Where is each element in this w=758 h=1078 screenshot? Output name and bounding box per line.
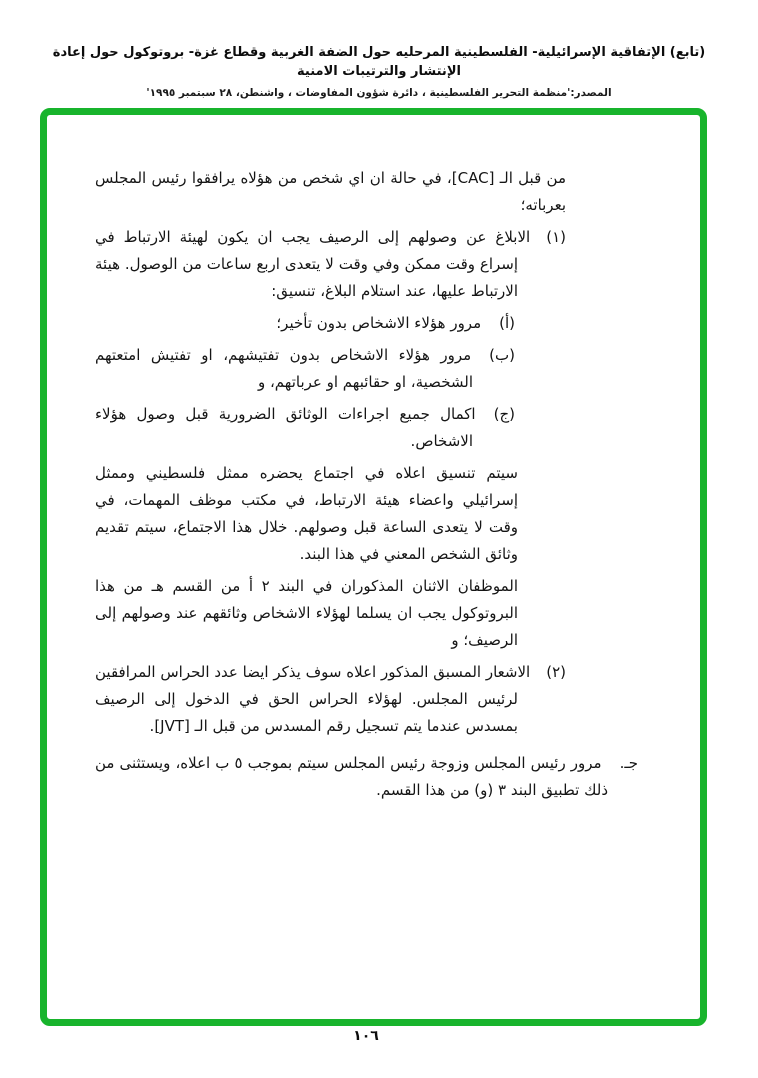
list-item-marker: جـ. bbox=[619, 754, 638, 772]
sub-item-b bbox=[95, 342, 638, 396]
list-item-jeem bbox=[95, 750, 638, 804]
body-text-column bbox=[95, 165, 638, 809]
sub-item-j bbox=[95, 401, 638, 455]
page-header bbox=[28, 44, 730, 99]
paragraph-coordination bbox=[95, 460, 638, 568]
paragraph-officials bbox=[95, 573, 638, 654]
sub-item-marker: (ج) bbox=[493, 405, 515, 423]
sub-item-a bbox=[95, 310, 638, 337]
list-item-2 bbox=[95, 659, 638, 740]
green-border-frame bbox=[40, 108, 707, 1026]
document-source-line: المصدر:'منظمة التحرير الفلسطينية ، دائرة شؤون المفاوضات ، واشنطن، ٢٨ سبتمبر ١٩٩٥' bbox=[146, 86, 612, 99]
paragraph-continuation bbox=[95, 165, 638, 219]
document-title: (تابع) الإتفاقية الإسرائيلية- الفلسطينية المرحليه حول الضفة الغربية وقطاع غزة- بروتوكول حول إعادة الإنتشار والترتيبات الامنية bbox=[52, 45, 706, 79]
sub-item-text: مرور هؤلاء الاشخاص بدون تفتيشهم، او تفتيش امتعتهم الشخصية، او حقائبهم او عرباتهم، و bbox=[95, 346, 473, 391]
list-item-marker: (١) bbox=[546, 228, 566, 246]
page-number: ١٠٦ bbox=[353, 1028, 379, 1044]
list-item-text: مرور رئيس المجلس وزوجة رئيس المجلس سيتم بموجب ٥ ب اعلاه، ويستثنى من ذلك تطبيق البند ٣ (و) من هذا القسم. bbox=[95, 754, 608, 799]
paragraph-text: الموظفان الاثنان المذكوران في البند ٢ أ من القسم هـ من هذا البروتوكول يجب ان يسلما لهؤلاء الاشخاص وثائقهم عند وصولهم إلى الرصيف؛ و bbox=[95, 577, 518, 649]
sub-item-marker: (ب) bbox=[489, 346, 515, 364]
sub-item-marker: (أ) bbox=[499, 314, 515, 332]
list-item-text: الابلاغ عن وصولهم إلى الرصيف يجب ان يكون لهيئة الارتباط في إسراع وقت ممكن وفي وقت لا يتعدى اربع ساعات من الوصول. هيئة الارتباط عليها، عند استلام البلاغ، تنسيق: bbox=[95, 228, 531, 300]
sub-item-text: مرور هؤلاء الاشخاص بدون تأخير؛ bbox=[276, 314, 482, 332]
sub-item-text: اكمال جميع اجراءات الوثائق الضرورية قبل وصول هؤلاء الاشخاص. bbox=[95, 405, 476, 450]
paragraph-text: سيتم تنسيق اعلاه في اجتماع يحضره ممثل فلسطيني وممثل إسرائيلي واعضاء هيئة الارتباط، في مكتب موظف المهمات، في وقت لا يتعدى الساعة قبل وصولهم. خلال هذا الاجتماع، سيتم تقديم وثائق الشخص المعني في هذا البند. bbox=[95, 464, 518, 563]
list-item-marker: (٢) bbox=[546, 663, 566, 681]
paragraph-text: من قبل الـ [CAC]، في حالة ان اي شخص من هؤلاه يرافقوا رئيس المجلس بعرباته؛ bbox=[95, 169, 566, 214]
list-item-text: الاشعار المسبق المذكور اعلاه سوف يذكر ايضا عدد الحراس المرافقين لرئيس المجلس. لهؤلاء الحراس الحق في الدخول إلى الرصيف بمسدس عندما يتم تسجيل رقم المسدس من قبل الـ [JVT]. bbox=[95, 663, 531, 735]
list-item-1 bbox=[95, 224, 638, 305]
